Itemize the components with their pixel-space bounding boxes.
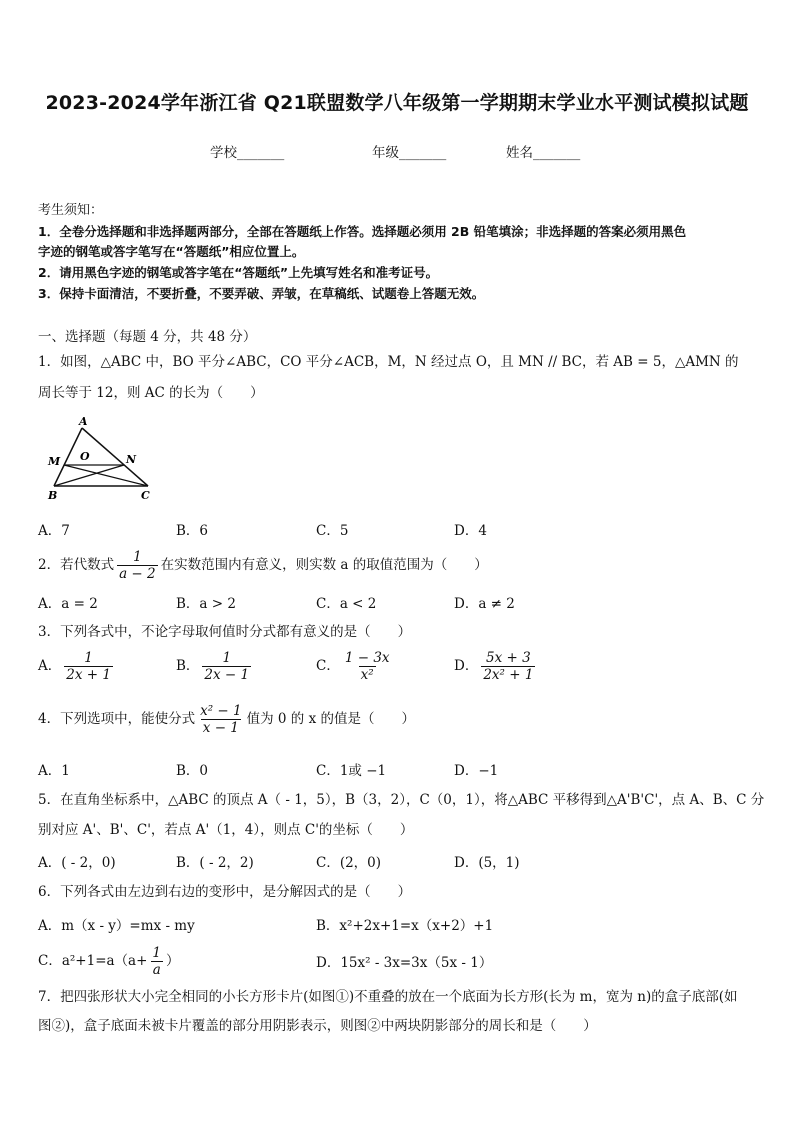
q2-stem-pre: 2．若代数式 <box>38 557 115 573</box>
q1-triangle-figure <box>40 412 160 504</box>
q3-b-den: 2x − 1 <box>204 667 250 683</box>
q5-line-2: 别对应 A'、B'、C'，若点 A'（1，4），则点 C'的坐标（ ） <box>38 822 414 838</box>
q4-fraction-den: x − 1 <box>202 720 239 736</box>
q3-d-den: 2x² + 1 <box>483 667 534 683</box>
q4-stem-post: 值为 0 的 x 的值是（ ） <box>246 711 415 727</box>
label-a: A <box>79 415 88 428</box>
q1-option-b[interactable]: B．6 <box>176 523 209 539</box>
q6-option-c-post: ） <box>166 953 180 969</box>
q4-stem-pre: 4．下列选项中，能使分式 <box>38 711 196 727</box>
q2-option-a[interactable]: A．a = 2 <box>38 596 98 612</box>
q4-stem <box>38 702 415 736</box>
q2-option-b[interactable]: B．a > 2 <box>176 596 236 612</box>
label-o: O <box>80 450 90 463</box>
notes-line-1: 1．全卷分选择题和非选择题两部分，全部在答题纸上作答。选择题必须用 2B 铅笔填涂；非选择题的答案必须用黑色 <box>38 224 687 239</box>
label-b: B <box>48 489 58 502</box>
q6-c-den: a <box>152 962 161 978</box>
q3-a-den: 2x + 1 <box>66 667 111 683</box>
segment-bo <box>54 465 124 486</box>
q4-option-a[interactable]: A．1 <box>38 763 70 779</box>
q2-stem <box>38 548 488 582</box>
q1-option-a[interactable]: A．7 <box>38 523 70 539</box>
notes-line-3: 3．保持卡面清洁，不要折叠，不要弄破、弄皱，在草稿纸、试题卷上答题无效。 <box>38 286 485 301</box>
exam-title: 2023-2024学年浙江省 Q21联盟数学八年级第一学期期末学业水平测试模拟试题 <box>45 92 749 114</box>
q3-a-num: 1 <box>84 650 93 666</box>
q5-option-c[interactable]: C．(2，0) <box>316 855 382 871</box>
q3-option-b[interactable] <box>176 650 254 683</box>
q4-fraction-num: x² − 1 <box>200 703 242 719</box>
q3-option-b-fraction <box>202 650 251 683</box>
q3-option-c[interactable] <box>316 650 395 683</box>
q6-c-num: 1 <box>152 945 162 961</box>
q1-line-1: 1．如图，△ABC 中，BO 平分∠ABC，CO 平分∠ACB，M，N 经过点 O，且 MN // BC，若 AB = 5，△AMN 的 <box>38 354 739 370</box>
q1-option-d[interactable]: D．4 <box>454 523 487 539</box>
q4-option-d[interactable]: D．−1 <box>454 763 499 779</box>
q1-line-2: 周长等于 12，则 AC 的长为（ ） <box>38 385 264 401</box>
q3-option-d-fraction <box>481 650 535 683</box>
q2-option-c[interactable]: C．a < 2 <box>316 596 377 612</box>
q6-option-c-pre: C．a²+1=a（a+ <box>38 953 148 969</box>
q1-option-c[interactable]: C．5 <box>316 523 349 539</box>
section-1-heading: 一、选择题（每题 4 分，共 48 分） <box>38 329 257 345</box>
q4-option-b[interactable]: B．0 <box>176 763 209 779</box>
notes-heading: 考生须知： <box>38 203 104 218</box>
notes-line-2: 2．请用黑色字迹的钢笔或答字笔在“答题纸”上先填写姓名和准考证号。 <box>38 265 439 280</box>
q3-option-b-label: B． <box>176 658 200 674</box>
label-m: M <box>48 455 61 468</box>
school-field: 学校_______ <box>210 145 285 161</box>
q6-option-b[interactable]: B．x²+2x+1=x（x+2）+1 <box>316 918 494 934</box>
q3-d-num: 5x + 3 <box>486 650 531 666</box>
q6-option-d[interactable]: D．15x² - 3x=3x（5x - 1） <box>316 955 493 971</box>
q4-fraction <box>198 703 244 736</box>
q3-option-d[interactable] <box>454 650 538 683</box>
q5-option-b[interactable]: B．( - 2，2) <box>176 855 254 871</box>
q3-c-num: 1 − 3x <box>344 650 390 666</box>
q3-option-c-label: C． <box>316 658 340 674</box>
q3-option-a-fraction <box>64 650 113 683</box>
notes-line-1b: 字迹的钢笔或答字笔写在“答题纸”相应位置上。 <box>38 244 305 259</box>
q2-fraction-den: a − 2 <box>119 566 156 582</box>
q5-option-a[interactable]: A．( - 2，0) <box>38 855 116 871</box>
q6-stem: 6．下列各式由左边到右边的变形中，是分解因式的是（ ） <box>38 884 412 900</box>
q7-line-2: 图②)，盒子底面未被卡片覆盖的部分用阴影表示，则图②中两块阴影部分的周长和是（ ） <box>38 1018 597 1034</box>
q7-line-1: 7．把四张形状大小完全相同的小长方形卡片(如图①)不重叠的放在一个底面为长方形(长为 m，宽为 n)的盒子底部(如 <box>38 989 738 1005</box>
name-field: 姓名_______ <box>506 145 581 161</box>
q3-option-c-fraction <box>343 650 392 683</box>
q3-option-a-label: A． <box>38 658 62 674</box>
label-n: N <box>126 453 137 466</box>
q4-option-c[interactable]: C．1或 −1 <box>316 763 387 779</box>
label-c: C <box>141 489 150 502</box>
q2-fraction <box>117 549 158 582</box>
q6-option-a[interactable]: A．m（x - y）=mx - my <box>38 918 195 934</box>
grade-field: 年级_______ <box>372 145 447 161</box>
q3-option-d-label: D． <box>454 658 479 674</box>
q2-option-d[interactable]: D．a ≠ 2 <box>454 596 515 612</box>
q6-option-c-fraction <box>150 945 163 978</box>
q3-c-den: x² <box>360 667 374 683</box>
q5-option-d[interactable]: D．(5，1) <box>454 855 520 871</box>
q2-stem-post: 在实数范围内有意义，则实数 a 的取值范围为（ ） <box>160 557 488 573</box>
q3-option-a[interactable] <box>38 650 116 683</box>
q5-line-1: 5．在直角坐标系中，△ABC 的顶点 A（ - 1，5），B（3，2），C（0，1），将△ABC 平移得到△A'B'C'，点 A、B、C 分 <box>38 792 765 808</box>
q2-fraction-num: 1 <box>133 549 142 565</box>
q3-stem: 3．下列各式中，不论字母取何值时分式都有意义的是（ ） <box>38 624 412 640</box>
q3-b-num: 1 <box>222 650 232 666</box>
q6-option-c[interactable] <box>38 944 180 978</box>
